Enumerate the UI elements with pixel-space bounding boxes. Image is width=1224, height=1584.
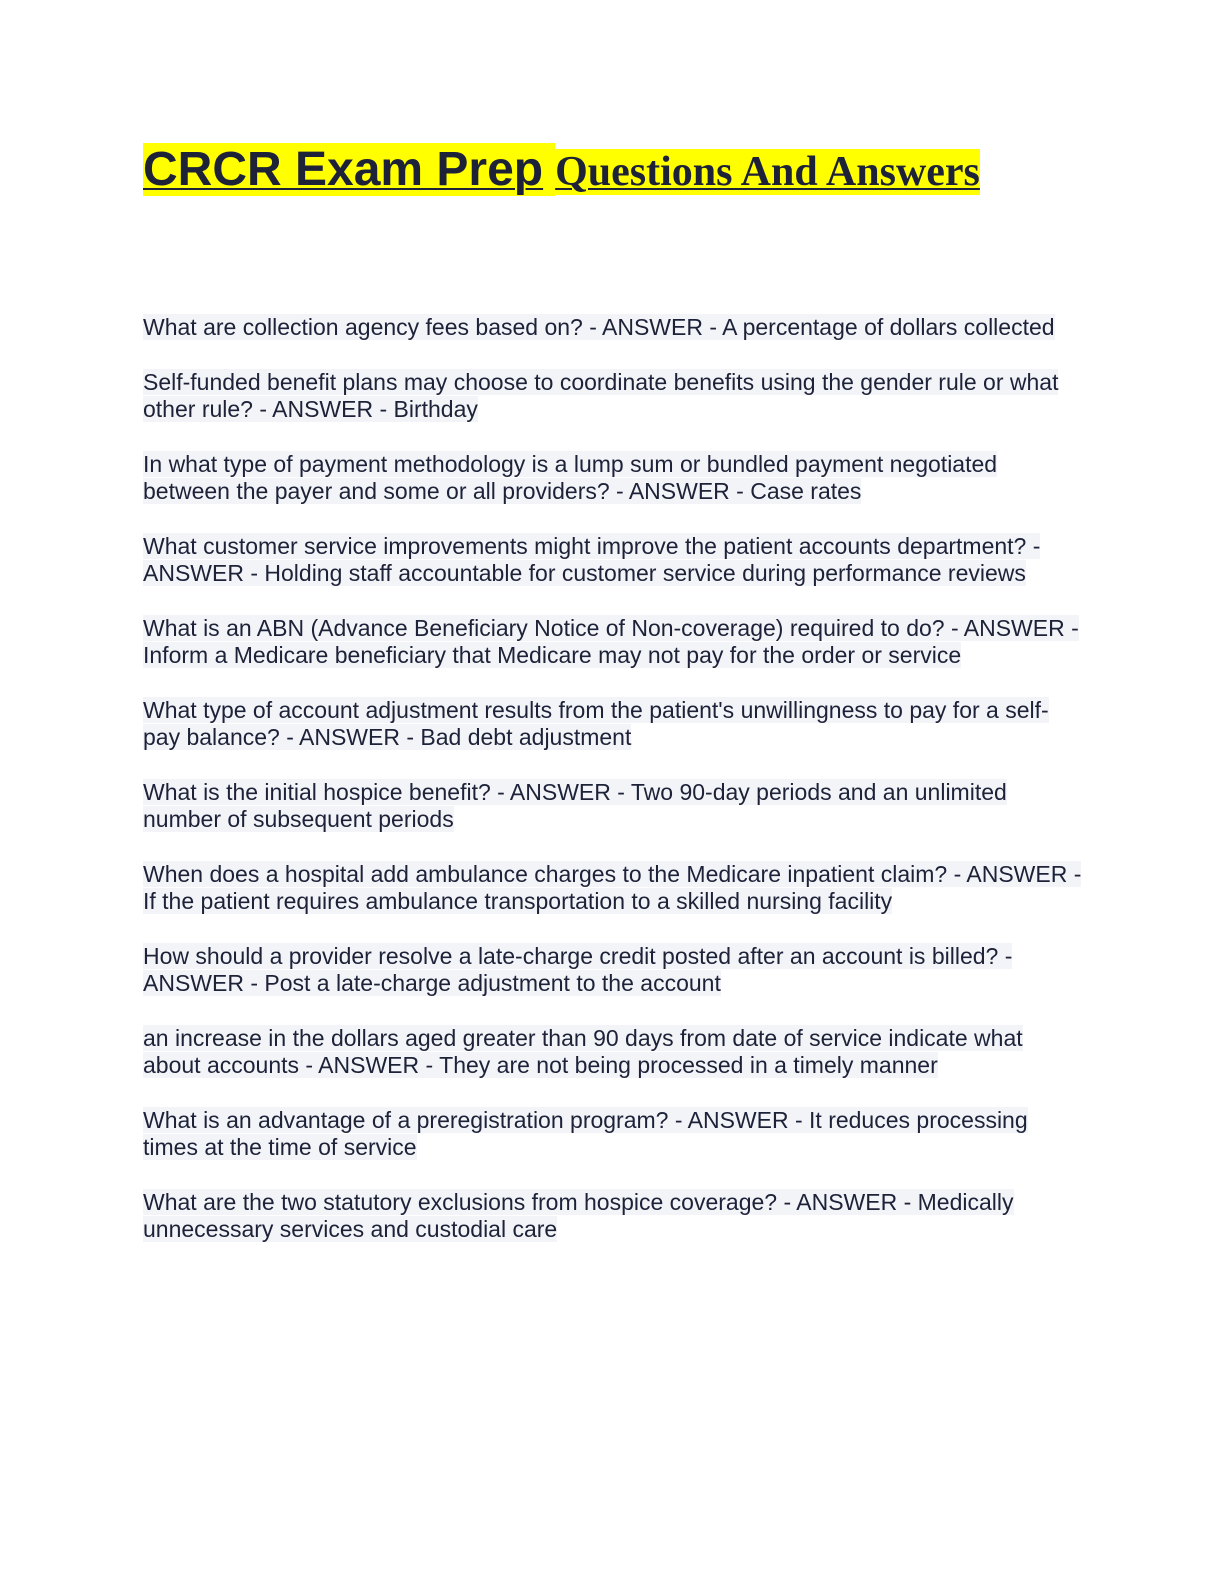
qa-item-10 <box>143 1025 1083 1080</box>
qa-text: Self-funded benefit plans may choose to coordinate benefits using the gender rule or what other rule? - ANSWER - Birthday <box>143 368 1059 422</box>
qa-text: What type of account adjustment results from the patient's unwillingness to pay for a self-pay balance? - ANSWER - Bad debt adjustment <box>143 696 1049 750</box>
qa-item-1 <box>143 314 1083 342</box>
qa-item-6 <box>143 697 1083 752</box>
qa-item-7 <box>143 779 1083 834</box>
qa-text: What customer service improvements might improve the patient accounts department? - ANSWER - Holding staff accountable for customer service during performance reviews <box>143 532 1041 586</box>
qa-text: What is the initial hospice benefit? - ANSWER - Two 90-day periods and an unlimited number of subsequent periods <box>143 778 1007 832</box>
qa-item-3 <box>143 451 1083 506</box>
page-title <box>143 143 980 199</box>
qa-text: What are the two statutory exclusions from hospice coverage? - ANSWER - Medically unnecessary services and custodial care <box>143 1188 1014 1242</box>
title-crcr-exam-prep: CRCR Exam Prep <box>143 143 555 196</box>
qa-text: What is an advantage of a preregistration program? - ANSWER - It reduces processing times at the time of service <box>143 1106 1028 1160</box>
qa-item-2 <box>143 369 1083 424</box>
qa-item-5 <box>143 615 1083 670</box>
qa-text: What are collection agency fees based on? - ANSWER - A percentage of dollars collected <box>143 314 1055 340</box>
qa-list <box>143 314 1083 1271</box>
qa-item-8 <box>143 861 1083 916</box>
title-questions-and-answers: Questions And Answers <box>555 149 980 195</box>
qa-item-4 <box>143 533 1083 588</box>
qa-item-9 <box>143 943 1083 998</box>
qa-text: an increase in the dollars aged greater than 90 days from date of service indicate what about accounts - ANSWER - They are not being processed in a timely manner <box>143 1024 1023 1078</box>
qa-text: When does a hospital add ambulance charges to the Medicare inpatient claim? - ANSWER - If the patient requires ambulance transportation to a skilled nursing facility <box>143 860 1082 914</box>
qa-text: In what type of payment methodology is a lump sum or bundled payment negotiated between the payer and some or all providers? - ANSWER - Case rates <box>143 450 998 504</box>
qa-item-11 <box>143 1107 1083 1162</box>
qa-text: How should a provider resolve a late-charge credit posted after an account is billed? - ANSWER - Post a late-charge adjustment to the account <box>143 942 1013 996</box>
qa-text: What is an ABN (Advance Beneficiary Notice of Non-coverage) required to do? - ANSWER - Inform a Medicare beneficiary that Medicare may not pay for the order or service <box>143 614 1079 668</box>
qa-item-12 <box>143 1189 1083 1244</box>
